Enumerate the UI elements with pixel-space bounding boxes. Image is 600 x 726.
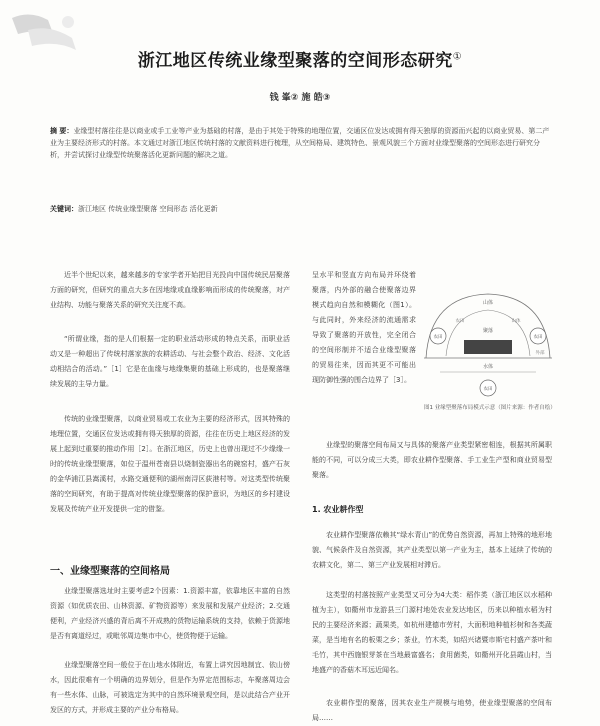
left-paragraph-4: 业缘型聚落选址时主要考虑2个因素：1.资源丰富，依靠地区丰富的自然资源（如优质农田、山林资源、矿物资源等）来发展和发展产业经济；2.交通便利，产业经济兴盛的背后离不开成熟的货物运输系统的支持，依赖于货源地是否有离道经过，或毗邻周边集市中心，使货物便于运输。	[50, 587, 290, 640]
left-paragraph-2: “所谓业缘，指的是人们根据一定的职业活动形成的特点关系，而职业活动又是一种超出了传统村落家族的农耕活动、与社会整个政治、经济、文化活动相结合的活动。”［1］它是在血缘与地缘集聚的基础上形成的，也是聚落继续发展的主导力量。	[50, 335, 290, 388]
label-village: 聚落	[482, 328, 494, 334]
keywords-label: 关键词：	[50, 205, 78, 213]
keywords	[50, 204, 550, 214]
abstract-text: 业缘型村落往往是以商业或手工业等产业为基础的村落，是由于其处于特殊的地理位置，交通区位发达或拥有得天独厚的资源而兴起的以商业贸易、第二产业为主要经济形式的村落。本文通过对浙江地区传统村落的文献资料进行梳理，从空间格局、建筑特色、景观风貌三个方面对业缘型聚落的空间形态进行研究分析，并尝试探讨业缘型传统聚落活化更新问题的解决之道。	[50, 127, 550, 159]
figure-1-caption: 图1 业缘型聚落布局模式示意（图片来源：作者自绘）	[424, 405, 556, 411]
label-right: 农田	[533, 335, 543, 340]
label-top: 山体	[482, 300, 494, 306]
section-heading-1: 一、业缘型聚落的空间格局	[50, 566, 170, 577]
label-farmland: 农田	[455, 319, 465, 324]
right-paragraph-3: 农业耕作型聚落依赖其“绿水青山”的优势自然资源，再加上特殊的地形地貌、气候条件及自然资源，其产业类型以第一产业为主，基本上延续了传统的农耕文化，第二、第三产业发展相对滞后。	[312, 531, 552, 569]
right-paragraph-5: 农业耕作型的聚落，因其农业生产规模与地势，使业缘型聚落的空间布局……	[312, 699, 552, 722]
right-paragraph-1: 呈水平和竖直方向布局并环绕着聚落，内外部的融合使聚落边界模式趋向自然和模糊化（图1）。与此同时，外来经济的流通需求导致了聚落的开放性，完全闭合的空间形制并不适合业缘型聚落的贸易往来，因而其更不可能出现防御性强的围合边界了［3］。	[312, 271, 416, 384]
abstract	[50, 125, 550, 161]
authors: 钱 峯② 施 皓③	[269, 93, 331, 103]
right-paragraph-2: 业缘型的聚落空间布局又与具体的聚落产业类型紧密相连，根据其所属职能的不同，可以分成三大类，即农业耕作型聚落、手工业生产型和商业贸易型聚落。	[312, 441, 552, 479]
label-water: 水体	[482, 364, 494, 370]
left-paragraph-3: 传统的业缘型聚落，以商业贸易或工农业为主要的经济形式，因其特殊的地理位置，交通区位发达或拥有得天独厚的资源，往往在历史上地区经济的发展上起到过重要的推动作用［2］。在浙江地区，历史上也曾出现过不少缘缘一时的传统业缘型聚落，如位于温州苍南县以烧制瓷器出名的碗窑村，盛产石灰的金华浦江县嵩溪村，水路交通便利的湖州南浔区荻港村等。对这类型传统聚落的空间研究，有助于提高对传统业缘型聚落的保护意识，为地区的乡村建设发展及传统产业开发提供一定的借鉴。	[50, 415, 290, 513]
figure-1-diagram	[420, 288, 556, 400]
keywords-text: 浙江地区 传统业缘型聚落 空间形态 活化更新	[78, 205, 218, 213]
right-paragraph-4: 这类型的村落按照产业类型又可分为4大类：稻作类（浙江地区以水稻种植为主），如衢州市龙游县三门源村地处农业发达地区，历来以种植水稻为村民的主要经济来源；蔬果类，如杭州建德市劳村，大面积地种植杉树和各类蔬菜，是当地有名的板栗之乡；茶业，竹木类，如绍兴诸暨市斯宅村盛产茶叶和毛竹，其中西施银芽茶在当地最富盛名；食用菌类，如衢州开化县霞山村，当地盛产的香菇木耳远近闻名。	[312, 591, 552, 674]
label-left: 农田	[433, 335, 443, 340]
left-paragraph-5: 业缘型聚落空间一般位于在山地水体附近，布置上讲究因地制宜、依山傍水，因此很难有一个明确的边界划分，但是作为界定范围标志，车聚落周边会有一些水体、山脉，可被选定为其中的自然环境景观空间，是以此结合产业开发区的方式，并形成主要的产业分布格局。	[50, 661, 290, 714]
label-mountain: 山体	[511, 319, 521, 324]
abstract-label: 摘 要：	[50, 127, 74, 135]
label-outer: 外部	[535, 351, 545, 356]
title-note: ①	[452, 51, 463, 63]
section-heading-1-1: 1. 农业耕作型	[312, 505, 364, 514]
village-block	[464, 340, 512, 354]
label-bottom: 农田	[483, 387, 493, 392]
title-text: 浙江地区传统业缘型聚落的空间形态研究	[137, 51, 453, 71]
paper-title	[0, 46, 600, 71]
left-paragraph-1: 近半个世纪以来，越来越多的专家学者开始把目光投向中国传统民居聚落方面的研究，但研究的重点大多在因地缘或血缘影响而形成的传统聚落，对产业结构、功能与聚落关系的研究关注度不高。	[50, 271, 290, 309]
